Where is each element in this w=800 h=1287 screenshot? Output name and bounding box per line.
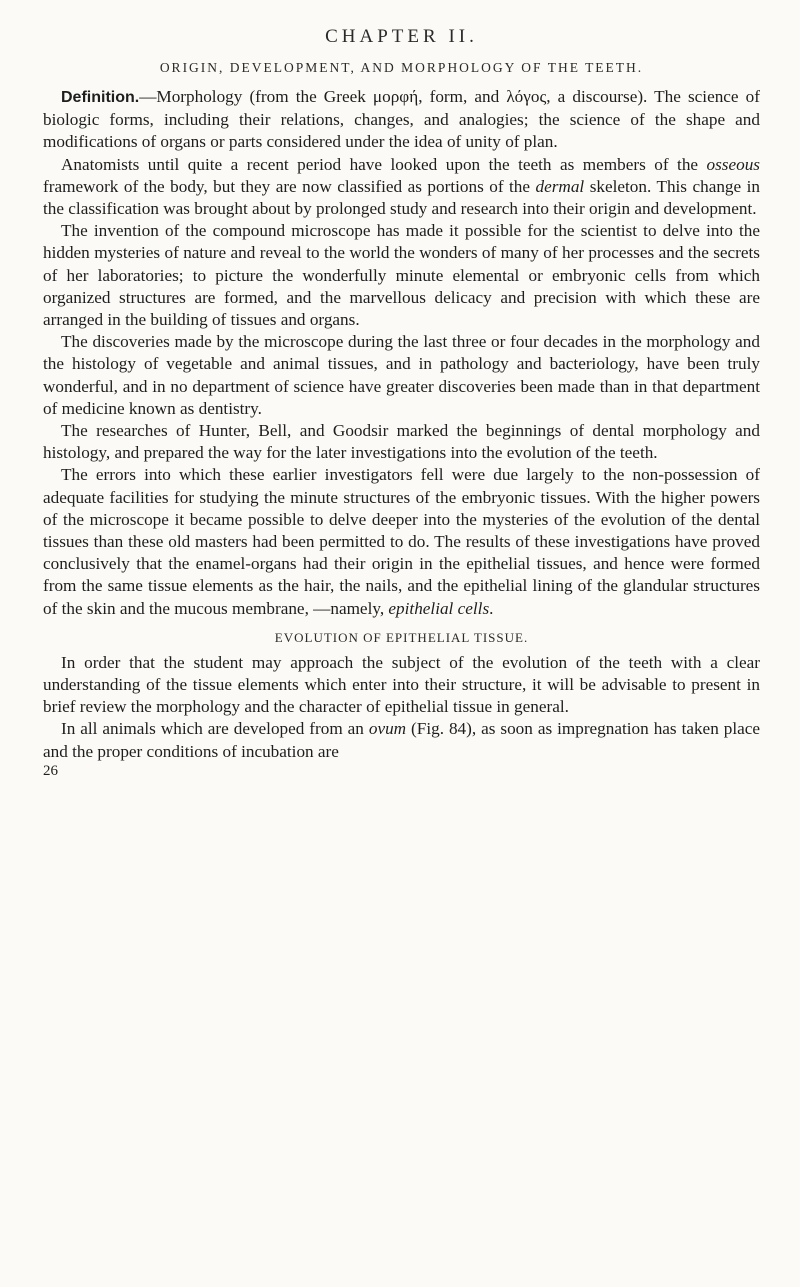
section-paragraph-1: In order that the student may approach the subject of the evolution of the teeth with a clear understanding of the tissue elements which enter into their structure, it will be advisable to present in brief review the morphology and the character of epithelial tissue in general.: [43, 652, 760, 717]
chapter-subtitle: ORIGIN, DEVELOPMENT, AND MORPHOLOGY OF THE TEETH.: [159, 60, 644, 75]
definition-paragraph: [43, 86, 760, 154]
page-number: 26: [43, 762, 58, 779]
section-heading: EVOLUTION OF EPITHELIAL TISSUE.: [274, 629, 529, 645]
paragraph-4: The researches of Hunter, Bell, and Goodsir marked the beginnings of dental morphology and histology, and prepared the way for the later investigations into the evolution of the teeth.: [43, 421, 760, 463]
paragraph-2: The invention of the compound microscope has made it possible for the scientist to delve into the hidden mysteries of nature and reveal to the world the wonders of many of her processes and the secrets of her laboratories; to picture the wonderfully minute elemental or embryonic cells from which organized structures are formed, and the marvellous delicacy and precision with which these are arranged in the building of tissues and organs.: [43, 221, 760, 330]
paragraph-1: Anatomists until quite a recent period have looked upon the teeth as members of the osseous framework of the body, but they are now classified as portions of the dermal skeleton. This change in the classification was brought about by prolonged study and research into their origin and development.: [43, 154, 760, 219]
chapter-title: CHAPTER II.: [325, 26, 478, 47]
definition-text: —Morphology (from the Greek μορφή, form, and λόγος, a discourse). The science of biologic forms, including their relations, changes, and analogies; the science of the shape and modifications of organs or parts considered under the idea of unity of plan.: [43, 87, 760, 152]
section-paragraph-2: In all animals which are developed from an ovum (Fig. 84), as soon as impregnation has taken place and the proper conditions of incubation are: [43, 719, 760, 761]
definition-term: Definition.: [61, 89, 140, 106]
paragraph-3: The discoveries made by the microscope during the last three or four decades in the morphology and the histology of vegetable and animal tissues, and in pathology and bacteriology, have been truly wonderful, and in no department of science have greater discoveries been made than in that department of medicine known as dentistry.: [43, 332, 760, 418]
paragraph-5: The errors into which these earlier investigators fell were due largely to the non-possession of adequate facilities for studying the minute structures of the embryonic tissues. With the higher powers of the microscope it became possible to delve deeper into the mysteries of the evolution of the dental tissues than these old masters had been permitted to do. The results of these investigations have proved conclusively that the enamel-organs had their origin in the epithelial tissues, and hence were formed from the same tissue elements as the hair, the nails, and the epithelial lining of the glandular structures of the skin and the mucous membrane, —namely, epithelial cells.: [43, 465, 760, 618]
